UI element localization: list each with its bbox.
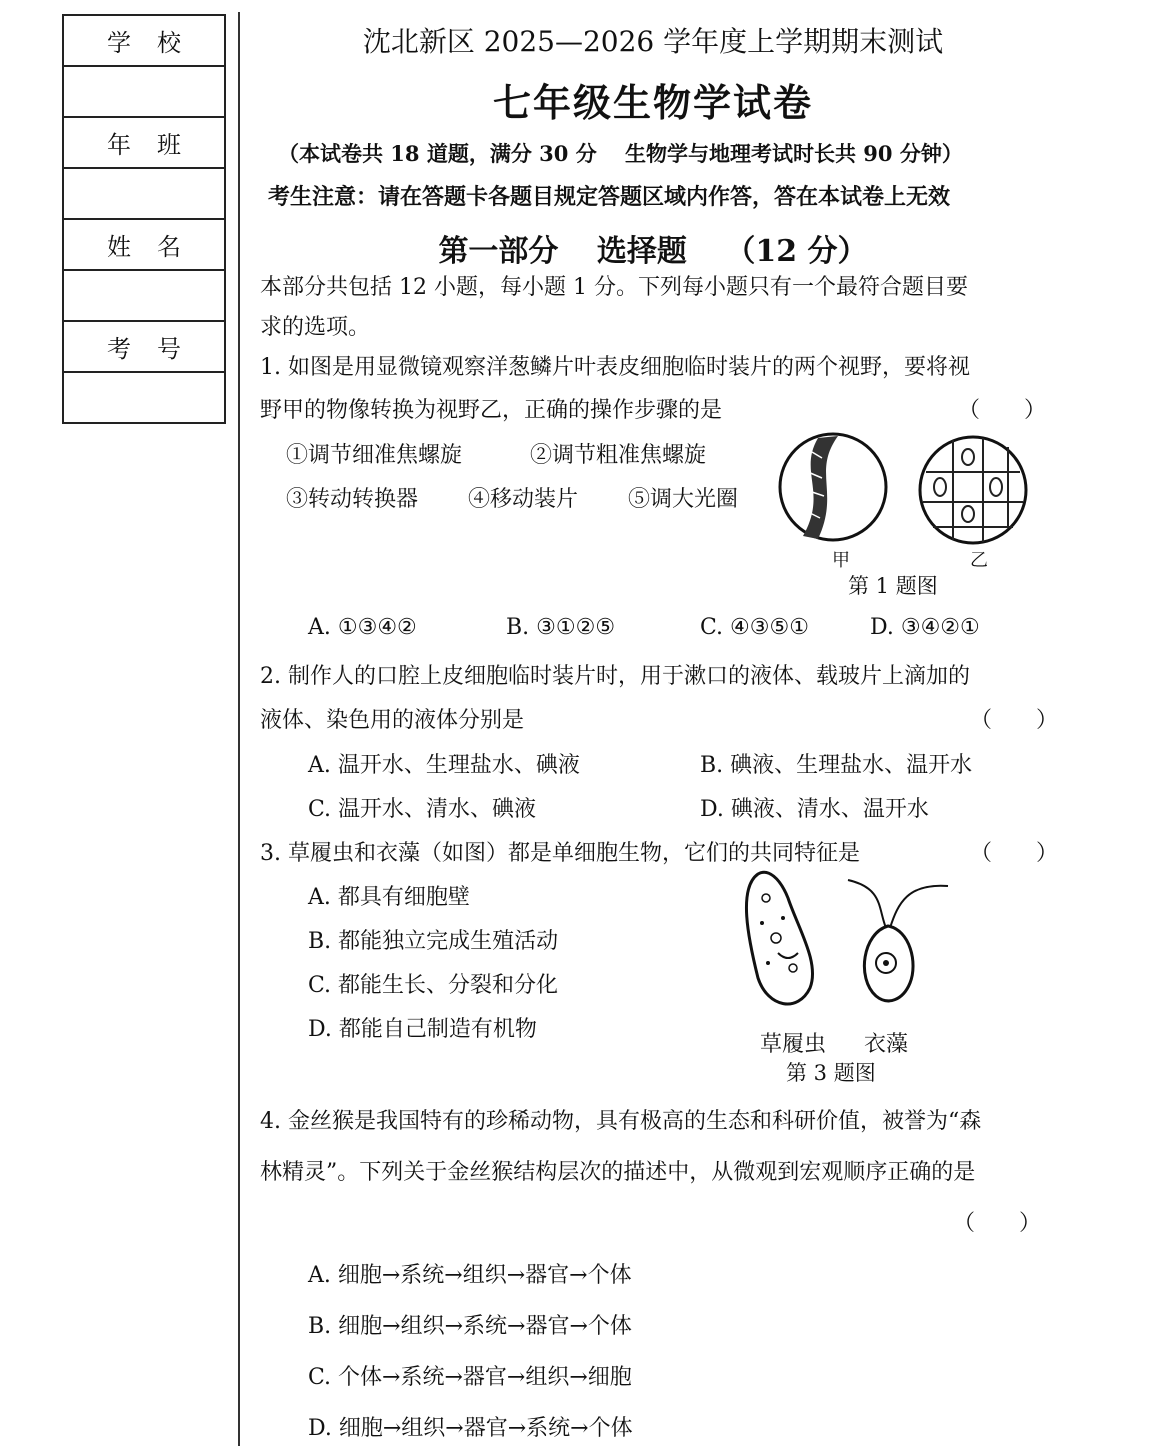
- q4-stem-2: 林精灵”。下列关于金丝猴结构层次的描述中，从微观到宏观顺序正确的是: [260, 1160, 976, 1185]
- exam-meta: （本试卷共 18 道题，满分 30 分 生物学与地理考试时长共 90 分钟）: [278, 141, 963, 166]
- class-field[interactable]: [64, 169, 224, 220]
- q4-option-b: B. 细胞→组织→系统→器官→个体: [308, 1314, 632, 1339]
- id-field[interactable]: [64, 373, 224, 424]
- binding-line: [238, 12, 240, 1446]
- q2-option-c: C. 温开水、清水、碘液: [308, 797, 537, 822]
- q3-answer-paren: （ ）: [970, 841, 1059, 866]
- q3-fig-caption: 第 3 题图: [786, 1061, 876, 1085]
- id-label: 考号: [64, 322, 224, 373]
- q4-option-d: D. 细胞→组织→器官→系统→个体: [308, 1416, 633, 1441]
- q3-option-c: C. 都能生长、分裂和分化: [308, 973, 559, 998]
- section-heading: [258, 226, 1048, 270]
- q2-option-b: B. 碘液、生理盐水、温开水: [700, 753, 973, 778]
- name-label: 姓名: [64, 220, 224, 271]
- section-name: 选择题: [596, 234, 687, 269]
- name-field[interactable]: [64, 271, 224, 322]
- q1-stem-2: 野甲的物像转换为视野乙，正确的操作步骤的是: [260, 398, 723, 423]
- q4-option-c: C. 个体→系统→器官→组织→细胞: [308, 1365, 632, 1390]
- q4-stem-1: 4. 金丝猴是我国特有的珍稀动物，具有极高的生态和科研价值，被誉为“森: [260, 1109, 982, 1134]
- school-label: 学校: [64, 16, 224, 67]
- q1-stem-1: 1. 如图是用显微镜观察洋葱鳞片叶表皮细胞临时装片的两个视野，要将视: [260, 355, 970, 380]
- q1-step-5: ⑤调大光圈: [628, 487, 739, 512]
- exam-title: 沈北新区 2025—2026 学年度上学期期末测试: [362, 25, 944, 58]
- q1-option-d: D. ③④②①: [870, 615, 980, 640]
- q1-step-2: ②调节粗准焦螺旋: [530, 443, 707, 468]
- q1-step-1: ①调节细准焦螺旋: [286, 443, 463, 468]
- q4-answer-paren: （ ）: [953, 1211, 1042, 1236]
- q3-option-a: A. 都具有细胞壁: [308, 885, 470, 910]
- chlamydomonas-image: [848, 880, 948, 1001]
- q1-fig-label-a: 甲: [832, 550, 850, 571]
- field-b-image: [920, 437, 1026, 543]
- q3-fig-label-b: 衣藻: [864, 1032, 909, 1057]
- section-instructions-1: 本部分共包括 12 小题，每小题 1 分。下列每小题只有一个最符合题目要: [260, 275, 968, 300]
- exam-notice: 考生注意：请在答题卡各题目规定答题区域内作答，答在本试卷上无效: [268, 184, 951, 210]
- q2-stem-2: 液体、染色用的液体分别是: [260, 708, 525, 733]
- school-field[interactable]: [64, 67, 224, 118]
- q1-option-a: A. ①③④②: [308, 615, 417, 640]
- q3-option-b: B. 都能独立完成生殖活动: [308, 929, 559, 954]
- q2-stem-1: 2. 制作人的口腔上皮细胞临时装片时，用于漱口的液体、载玻片上滴加的: [260, 664, 970, 689]
- q1-fig-label-b: 乙: [970, 550, 988, 571]
- q1-answer-paren: （ ）: [958, 398, 1047, 423]
- q3-option-d: D. 都能自己制造有机物: [308, 1017, 537, 1042]
- q2-answer-paren: （ ）: [970, 708, 1059, 733]
- paramecium-image: [746, 872, 812, 1004]
- class-label: 年班: [64, 118, 224, 169]
- q1-step-4: ④移动装片: [468, 487, 579, 512]
- q3-fig-label-a: 草履虫: [760, 1032, 827, 1057]
- q1-microscope-figure: [778, 432, 1038, 552]
- paper-title: 七年级生物学试卷: [492, 80, 813, 125]
- q1-step-3: ③转动转换器: [286, 487, 419, 512]
- q3-stem-1: 3. 草履虫和衣藻（如图）都是单细胞生物，它们的共同特征是: [260, 841, 860, 866]
- q1-fig-caption: 第 1 题图: [848, 574, 938, 598]
- section-instructions-2: 求的选项。: [260, 315, 371, 340]
- q3-organism-figure: [738, 868, 968, 1018]
- student-info-table: [62, 14, 226, 424]
- q2-option-a: A. 温开水、生理盐水、碘液: [308, 753, 580, 778]
- q4-option-a: A. 细胞→系统→组织→器官→个体: [308, 1263, 632, 1288]
- section-score: （12 分）: [725, 234, 868, 269]
- section-part: 第一部分: [438, 234, 559, 269]
- q1-option-b: B. ③①②⑤: [506, 615, 616, 640]
- q1-option-c: C. ④③⑤①: [700, 615, 809, 640]
- field-a-image: [780, 434, 886, 540]
- q2-option-d: D. 碘液、清水、温开水: [700, 797, 929, 822]
